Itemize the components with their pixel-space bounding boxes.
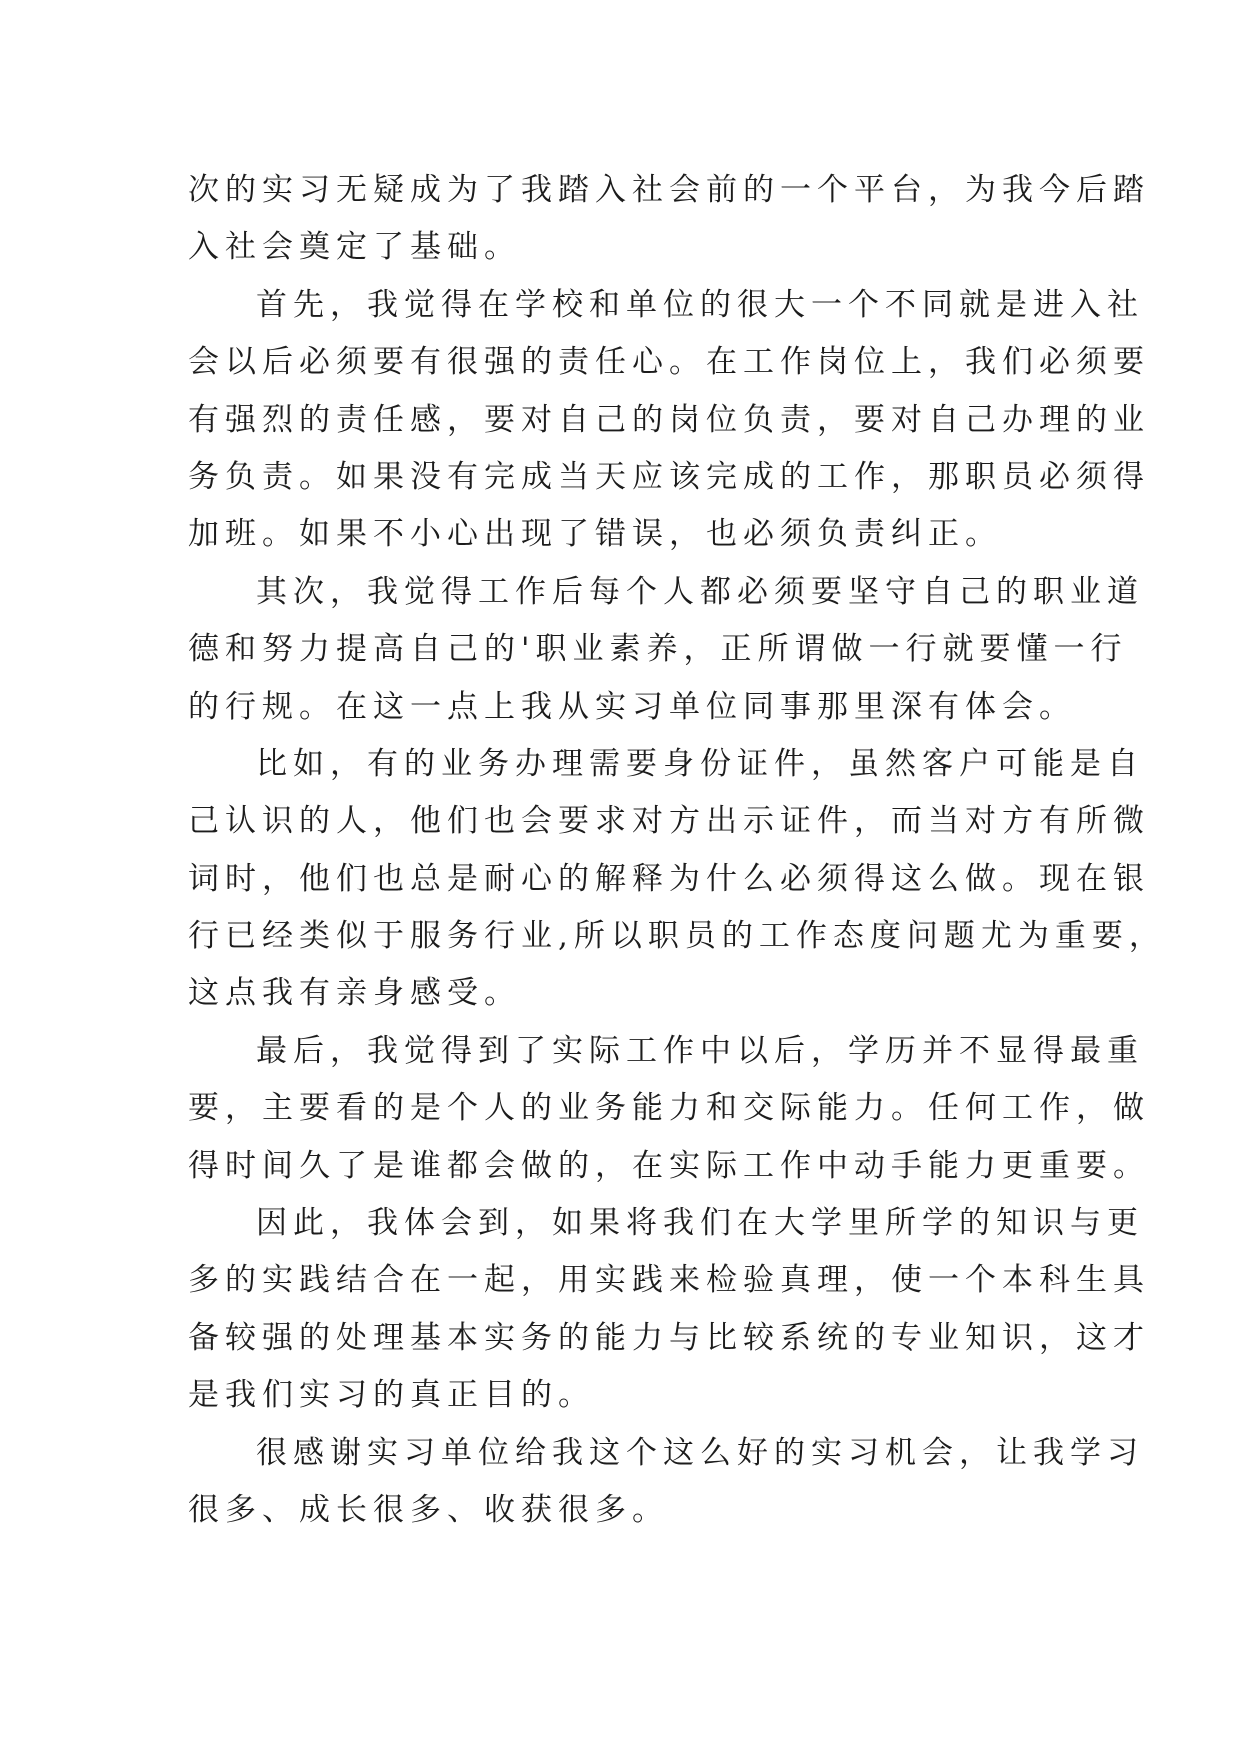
paragraph-first-line: 首先，我觉得在学校和单位的很大一个不同就是进入社	[256, 286, 1144, 323]
paragraph-first-line: 很感谢实习单位给我这个这么好的实习机会，让我学习	[256, 1434, 1144, 1471]
text-line: 备较强的处理基本实务的能力与比较系统的专业知识，这才	[188, 1319, 1150, 1356]
text-line: 德和努力提高自己的'职业素养，正所谓做一行就要懂一行	[188, 631, 1128, 668]
text-line: 词时，他们也总是耐心的解释为什么必须得这么做。现在银	[188, 860, 1150, 897]
text-line: 会以后必须要有很强的责任心。在工作岗位上，我们必须要	[188, 344, 1150, 381]
text-line: 入社会奠定了基础。	[188, 229, 521, 266]
text-line: 加班。如果不小心出现了错误，也必须负责纠正。	[188, 516, 1002, 553]
paragraph-first-line: 比如，有的业务办理需要身份证件，虽然客户可能是自	[256, 745, 1144, 782]
paragraph-first-line: 因此，我体会到，如果将我们在大学里所学的知识与更	[256, 1205, 1144, 1242]
paragraph-first-line: 最后，我觉得到了实际工作中以后，学历并不显得最重	[256, 1032, 1144, 1069]
document-body	[188, 162, 1166, 1539]
text-line: 是我们实习的真正目的。	[188, 1377, 595, 1414]
text-line: 次的实习无疑成为了我踏入社会前的一个平台，为我今后踏	[188, 172, 1150, 208]
text-line: 的行规。在这一点上我从实习单位同事那里深有体会。	[188, 688, 1076, 725]
text-line: 务负责。如果没有完成当天应该完成的工作，那职员必须得	[188, 458, 1150, 495]
text-line: 这点我有亲身感受。	[188, 975, 521, 1012]
paragraph-first-line: 其次，我觉得工作后每个人都必须要坚守自己的职业道	[256, 573, 1144, 610]
text-line: 行已经类似于服务行业,所以职员的工作态度问题尤为重要，	[188, 918, 1166, 955]
text-line: 有强烈的责任感，要对自己的岗位负责，要对自己办理的业	[188, 401, 1150, 438]
text-line: 得时间久了是谁都会做的，在实际工作中动手能力更重要。	[188, 1147, 1150, 1184]
text-line: 要，主要看的是个人的业务能力和交际能力。任何工作，做	[188, 1090, 1150, 1127]
text-line: 己认识的人，他们也会要求对方出示证件，而当对方有所微	[188, 803, 1150, 840]
text-line: 多的实践结合在一起，用实践来检验真理，使一个本科生具	[188, 1262, 1150, 1299]
text-line: 很多、成长很多、收获很多。	[188, 1491, 669, 1528]
